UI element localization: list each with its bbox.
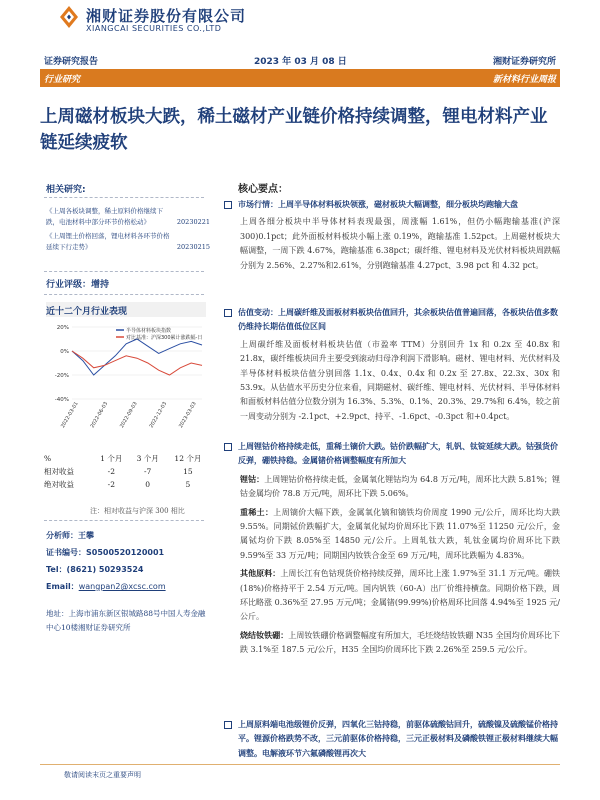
- key-point-block-valuation: [222, 306, 560, 424]
- x-tick-label: 2022-12-03: [148, 401, 169, 430]
- report-series: 新材料行业周报: [492, 75, 556, 85]
- x-tick-label: 2022-06-03: [89, 401, 110, 430]
- table-cell: -2: [107, 467, 115, 476]
- chart-title: 近十二个月行业表现: [46, 307, 128, 317]
- related-item[interactable]: 《上周锂土价格回落，锂电材料各环节价格延续下行走势》 20230215: [46, 232, 210, 251]
- footer-divider: [40, 764, 560, 765]
- key-point-paragraph: 其他原料：上周长江有色钴现货价格持续反弹，周环比上涨 1.97%至 31.1 万元/吨。硼铁(18%)价格持平于 2.54 万元/吨。国内钒铁（60-A）出厂价维持横盘。同期价格下跌，周环比略涨 0.36%至 27.95 万元/吨；金属锗(99.99%)价格周环比回落 4.94%至 1925 元/公斤。: [240, 568, 560, 622]
- table-header-cell: 3 个月: [136, 454, 159, 463]
- divider: [44, 271, 204, 272]
- divider: [44, 520, 204, 521]
- key-point-paragraph: 上周碳纤维及面板材料板块估值（市盈率 TTM）分别回升 1x 和 0.2x 至 40.8x 和 21.8x，碳纤维板块回升主要受到滚动归母净利润下滑影响。磁材、锂电材料、光伏材料及半导体材料板块估值分别回落 1.1x、0.4x、0.4x 和 0.2x 至 27.8x、22.3x、30x 和 53.9x。从估值水平历史分位来看，同期磁材、碳纤维、锂电材料、光伏材料、半导体材料和面板材料估值分位数分别为 16.3%、5.3%、0.1%、20.3%、29.7%和 6.4%，较之前一周变动分别为 -2.1pct、+2.9pct、持平、-1.6pct、-0.3pct 和+0.4pct。: [240, 339, 560, 421]
- key-point-paragraph: 上周各细分板块中半导体材料表现最强，周涨幅 1.61%，但仍小幅跑输基准(沪深 300)0.1pct；此外面板材料板块小幅上涨 0.19%，跑输基准 1.52pct。上周磁材板块大幅调整，一周下跌 4.67%，跑输基准 6.38pct；碳纤维、锂电材料及光伏材料板块周跌幅分别为 2.56%、2.27%和2.61%，分别跑输基准 4.27pct、3.98 pct 和 4.32 pct。: [240, 217, 560, 270]
- key-point-block-lithium: [222, 718, 560, 761]
- divider: [44, 197, 204, 198]
- analyst-name: 分析师：王攀: [46, 531, 94, 540]
- company-name-en: XIANGCAI SECURITIES CO.,LTD: [86, 24, 222, 33]
- table-cell: 绝对收益: [44, 480, 74, 489]
- key-point-paragraph: 锂钴：上周锂钴价格持续走低，金属氧化锂钴均为 64.8 万元/吨，周环比大跌 5.81%；锂钴金属均价 78.8 万元/吨，周环比下跌 5.06%。: [240, 473, 560, 499]
- key-point-paragraph: 重稀土：上周镝价大幅下跌，金属氧化镝和镝铁均价周度 1990 元/公斤，周环比均大跌 9.55%。同期铽价跌幅扩大，金属氧化铽均价周环比下跌 11.07%至 11250 元/公斤，金属铽均价下跌 8.05%至 14850 元/公斤。上周轧钛大跌，轧钛金属均价周环比下跌 9.59%至 33 万元/吨；同期国内钕铁合金至 69 万元/吨，周环比跌幅为 4.83%。: [240, 506, 561, 560]
- table-cell: 0: [145, 480, 151, 489]
- report-title: 上周磁材板块大跌，稀土磁材产业链价格持续调整，锂电材料产业链延续疲软: [40, 107, 548, 153]
- related-item[interactable]: 《上周各板块调整，稀土原料价格继续下跌，电池材料中部分环节价格松动》 20230221: [46, 207, 210, 226]
- legend-label: 对比基准：沪深300累计涨跌幅-日: [126, 335, 203, 341]
- analyst-cert: 证书编号：S0500520120001: [46, 548, 165, 557]
- table-header-cell: %: [44, 454, 52, 463]
- table-cell: -7: [143, 467, 152, 476]
- divider: [44, 294, 204, 295]
- email-link[interactable]: wangpan2@xcsc.com: [78, 582, 166, 591]
- key-point-block-market: [222, 198, 560, 273]
- institute-name: 湘财证券研究所: [492, 57, 556, 67]
- key-point-block-prices: [222, 440, 560, 658]
- report-category: 行业研究: [44, 75, 81, 85]
- y-tick-label: 20%: [56, 325, 69, 331]
- key-point-heading: 上周原料端电池级锂价反弹，四氧化三钴持稳，前驱体硫酸钴回升，硫酸镍及硫酸锰价格持平。锂源价格跌势不改，三元前驱体价格持稳，三元正极材料及磷酸铁锂正极材料继续大幅调整。电解液环节六氟磷酸锂再次大: [222, 718, 560, 761]
- table-row: [44, 478, 210, 491]
- report-date: 2023 年 03 月 08 日: [254, 57, 347, 67]
- analyst-address: 地址：上海市浦东新区银城路88号中国人寿金融中心10楼湘财证券研究所: [46, 609, 206, 632]
- analyst-tel: Tel：(8621) 50293524: [46, 565, 144, 574]
- y-tick-label: -40%: [54, 397, 69, 403]
- table-header-cell: 1 个月: [100, 454, 123, 463]
- legend-label: 半导体材料板块指数: [126, 328, 172, 334]
- industry-performance-chart: [46, 321, 206, 437]
- y-tick-label: 0%: [60, 349, 69, 355]
- company-logo-icon: [58, 4, 80, 30]
- table-cell: 5: [185, 480, 191, 489]
- industry-rating: 行业评级：增持: [46, 280, 110, 290]
- report-type: 证券研究报告: [44, 57, 99, 67]
- x-tick-label: 2022-09-03: [119, 401, 139, 430]
- key-point-heading: 估值变动：上周碳纤维及面板材料板块估值回升，其余板块估值普遍回落，各板块估值多数仍维持长期估值低位区间: [222, 306, 560, 335]
- key-point-paragraph: 烧结钕铁硼：上周钕铁硼价格调整幅度有所加大，毛坯烧结钕铁硼 N35 全国均价周环比下跌 3.1%至 187.5 元/公斤，H35 全国均价周环比下跌 2.26%至 259.5 元/公斤。: [240, 629, 561, 655]
- company-name-cn: 湘财证券股份有限公司: [86, 7, 247, 25]
- key-point-heading: 上周锂钴价格持续走低，重稀土镝价大跌。钴价跌幅扩大，轧钒、钛锭延续大跌。钴强货价反弹，硼铁持稳。金属锗价格调整幅度有所加大: [222, 440, 560, 469]
- table-row: [44, 465, 210, 478]
- performance-note: 注：相对收益与沪深 300 相比: [90, 507, 185, 515]
- related-research-title: 相关研究:: [46, 185, 86, 195]
- table-cell: 15: [183, 467, 193, 476]
- performance-table: [44, 452, 210, 491]
- key-points-title: 核心要点：: [238, 184, 288, 195]
- related-research-list: [46, 206, 210, 253]
- analyst-email-row: Email：wangpan2@xcsc.com: [46, 582, 166, 591]
- y-tick-label: -20%: [54, 373, 69, 379]
- x-tick-label: 2023-03-03: [178, 401, 198, 430]
- footer-disclaimer[interactable]: 敬请阅读末页之重要声明: [64, 771, 141, 779]
- key-point-heading: 市场行情：上周半导体材料板块领涨，磁材板块大幅调整，细分板块均跑输大盘: [222, 198, 560, 212]
- x-tick-label: 2022-03-01: [60, 401, 80, 430]
- series-line-1: [72, 339, 202, 375]
- header-band-bottom: [40, 69, 560, 87]
- table-header-cell: 12 个月: [174, 454, 202, 463]
- table-cell: 相对收益: [44, 467, 74, 476]
- table-header-row: [44, 452, 210, 465]
- table-cell: -2: [107, 480, 115, 489]
